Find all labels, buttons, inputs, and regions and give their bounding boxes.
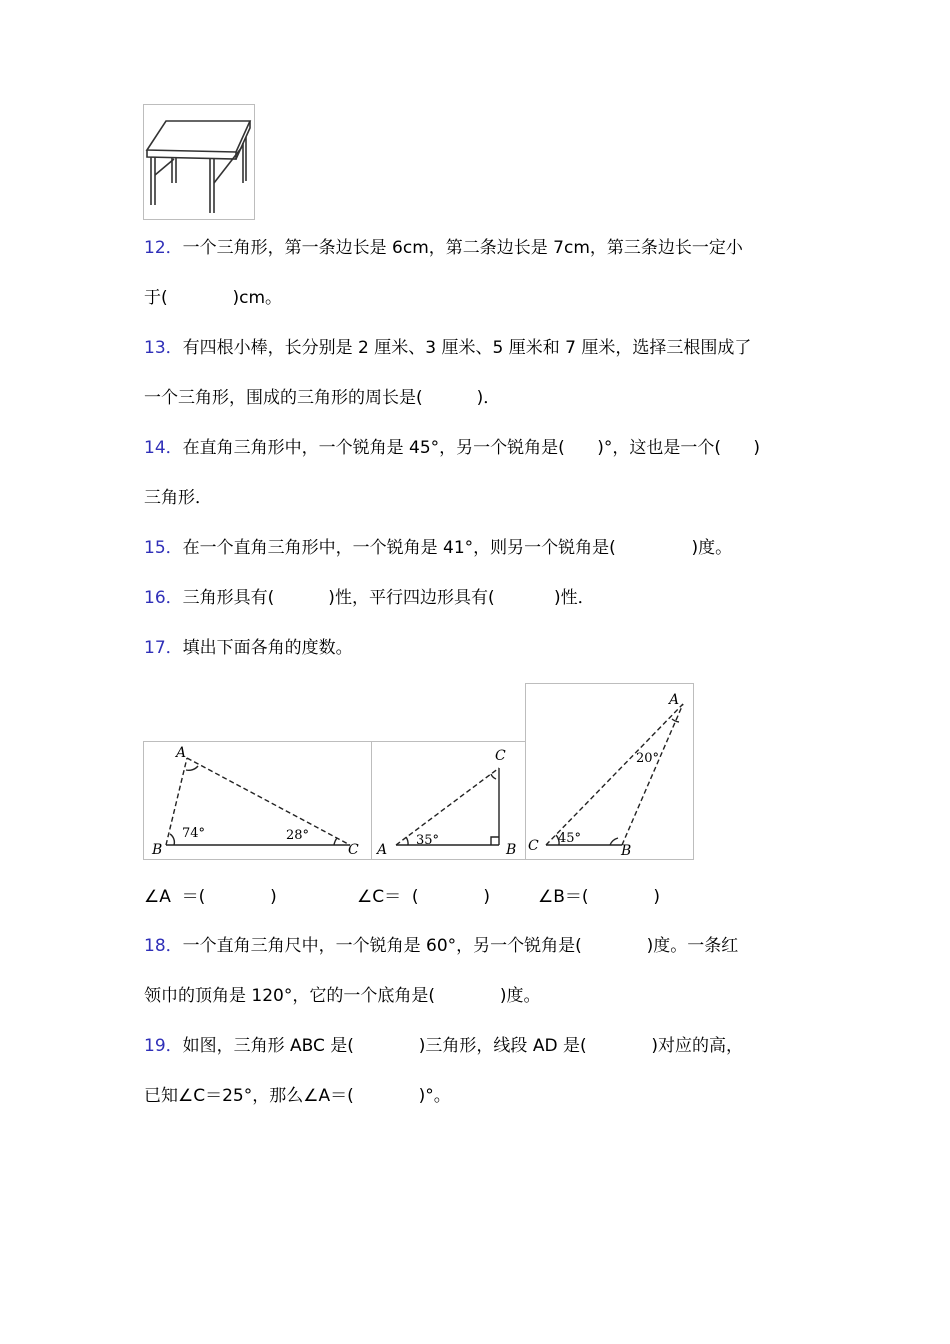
question-18 [144, 934, 738, 958]
vertex-label-c: C [528, 838, 539, 854]
question-19-line-2: 已知∠C＝25°，那么∠A＝( )°。 [144, 1086, 451, 1106]
vertex-label-a: A [176, 745, 187, 761]
answer-angle-a: ∠A ＝( ) [144, 887, 277, 907]
question-number: 15． [144, 538, 183, 558]
vertex-label-c: C [348, 842, 359, 858]
triangle-figure-2 [371, 741, 527, 860]
question-14 [144, 436, 760, 460]
question-19 [144, 1034, 743, 1058]
table-image [143, 104, 255, 220]
question-16 [144, 586, 595, 610]
question-text: 三角形具有( )性，平行四边形具有( )性． [182, 588, 595, 608]
vertex-label-b: B [621, 843, 632, 859]
question-text: 填出下面各角的度数。 [182, 638, 353, 658]
question-number: 16． [144, 588, 183, 608]
question-number: 12． [144, 238, 183, 258]
question-12 [144, 236, 743, 260]
vertex-label-a: A [377, 842, 388, 858]
answer-angle-c: ∠C＝ ( ) [357, 887, 491, 907]
angle-label-a: 20° [636, 751, 660, 766]
question-13 [144, 336, 751, 360]
question-15 [144, 536, 732, 560]
question-text: 如图，三角形 ABC 是( )三角形，线段 AD 是( )对应的高， [182, 1036, 744, 1056]
question-18-line-2: 领巾的顶角是 120°，它的一个底角是( )度。 [144, 986, 541, 1006]
question-number: 17． [144, 638, 183, 658]
angle-label-c: 45° [558, 831, 582, 846]
question-text: 在直角三角形中，一个锐角是 45°，另一个锐角是( )°，这也是一个( ) [182, 438, 761, 458]
triangle-figure-3 [525, 683, 694, 860]
question-17 [144, 636, 353, 660]
question-number: 19． [144, 1036, 183, 1056]
question-13-line-2: 一个三角形，围成的三角形的周长是( )． [144, 388, 501, 408]
question-14-line-2: 三角形． [144, 488, 212, 508]
question-number: 18． [144, 936, 183, 956]
question-text: 有四根小棒，长分别是 2 厘米、3 厘米、5 厘米和 7 厘米，选择三根围成了 [182, 338, 752, 358]
angle-label-a: 35° [416, 833, 440, 848]
question-12-line-2: 于( )cm。 [144, 288, 283, 308]
question-text: 在一个直角三角形中，一个锐角是 41°，则另一个锐角是( )度。 [182, 538, 733, 558]
answer-angle-b: ∠B＝( ) [538, 887, 661, 907]
vertex-label-c: C [495, 748, 506, 764]
angle-label-b: 74° [182, 826, 206, 841]
angle-label-c: 28° [286, 828, 310, 843]
vertex-label-a: A [669, 692, 680, 708]
question-text: 一个三角形，第一条边长是 6cm，第二条边长是 7cm，第三条边长一定小 [182, 238, 743, 258]
question-number: 13． [144, 338, 183, 358]
question-number: 14． [144, 438, 183, 458]
question-text: 一个直角三角尺中，一个锐角是 60°，另一个锐角是( )度。一条红 [182, 936, 739, 956]
table-drawing [144, 105, 254, 219]
triangle-figure-1 [143, 741, 373, 860]
vertex-label-b: B [152, 842, 163, 858]
vertex-label-b: B [506, 842, 517, 858]
